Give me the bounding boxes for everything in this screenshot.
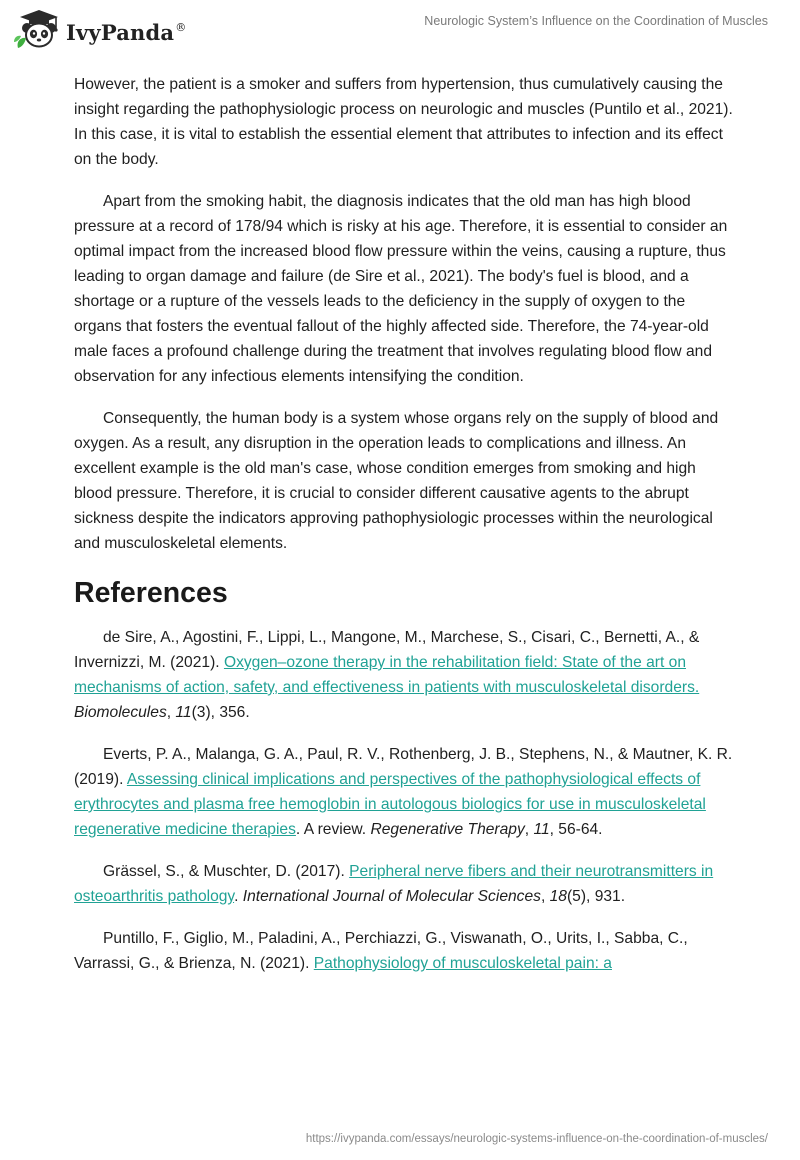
reference-after-title: .: [234, 888, 243, 905]
brand-text: IvyPanda: [66, 19, 175, 45]
paragraph-3: Consequently, the human body is a system whose organs rely on the supply of blood and oxygen. As a result, any disruption in the operation leads to complications and illness. An excellent example is the old man's case, whose condition emerges from smoking and high blood pressure. Therefore, it is crucial to consider different causative agents to the abrupt sickness despite the indicators approving pathophysiologic processes within the neurological and musculoskeletal elements.: [74, 410, 719, 552]
reference-rest: (5), 931.: [566, 888, 626, 905]
reference-authors: de Sire, A., Agostini, F., Lippi, L., Mangone, M., Marchese, S., Cisari, C., Bernetti, A., & Invernizzi, M. (2021).: [74, 629, 700, 671]
reference-title-link[interactable]: Oxygen–ozone therapy in the rehabilitation field: State of the art on mechanisms of action, safety, and effectiveness in patients with musculoskeletal disorders.: [74, 654, 700, 696]
reference-authors: Everts, P. A., Malanga, G. A., Paul, R. V., Rothenberg, J. B., Stephens, N., & Mautner, K. R. (2019).: [74, 746, 733, 788]
reference-sep: ,: [524, 821, 534, 838]
reference-volume: 11: [533, 821, 550, 838]
reference-journal: Regenerative Therapy: [370, 821, 525, 838]
page-header: [0, 0, 800, 60]
reference-after-title: . A review.: [295, 821, 371, 838]
references-heading: References: [74, 577, 228, 609]
ivypanda-logo[interactable]: [12, 8, 186, 50]
reference-item: [74, 859, 734, 909]
reference-journal: Biomolecules: [74, 704, 167, 721]
reference-item: [74, 742, 734, 842]
source-url[interactable]: https://ivypanda.com/essays/neurologic-systems-influence-on-the-coordination-of-muscles/: [305, 1133, 768, 1145]
reference-item: [74, 926, 734, 976]
reference-title-link[interactable]: Peripheral nerve fibers and their neurotransmitters in osteoarthritis pathology: [74, 863, 714, 905]
brand-name: [66, 20, 186, 45]
reference-sep: ,: [166, 704, 176, 721]
reference-authors: Grässel, S., & Muschter, D. (2017).: [103, 863, 350, 880]
reference-title-link[interactable]: Assessing clinical implications and perspectives of the pathophysiological effects of erythrocytes and plasma free hemoglobin in autologous biologics for use in musculoskeletal regenerative medicine therapies: [74, 771, 706, 838]
reference-rest: (3), 356.: [191, 704, 250, 721]
reference-volume: 11: [175, 704, 192, 721]
paragraph-2: Apart from the smoking habit, the diagnosis indicates that the old man has high blood pressure at a record of 178/94 which is risky at his age. Therefore, it is essential to consider an optimal impact from the increased blood flow pressure within the veins, causing a rupture, thus leading to organ damage and failure (de Sire et al., 2021). The body's fuel is blood, and a shortage or a rupture of the vessels leads to the deficiency in the supply of oxygen to the organs that fosters the eventual fallout of the highly affected side. Therefore, the 74-year-old male faces a profound challenge during the treatment that involves regulating blood flow and observation for any infectious elements intensifying the condition.: [74, 193, 728, 385]
paragraph-1: However, the patient is a smoker and suffers from hypertension, thus cumulatively causing the insight regarding the pathophysiologic process on neurologic and muscles (Puntilo et al., 2021). In this case, it is vital to establish the essential element that attributes to infection and its effect on the body.: [74, 76, 733, 168]
reference-rest: , 56-64.: [549, 821, 603, 838]
panda-graduate-icon: [12, 8, 62, 50]
reference-authors: Puntillo, F., Giglio, M., Paladini, A., Perchiazzi, G., Viswanath, O., Urits, I., Sabba, C., Varrassi, G., & Brienza, N. (2021).: [74, 930, 688, 972]
essay-content: [74, 72, 734, 993]
reference-journal: International Journal of Molecular Sciences: [242, 888, 541, 905]
reference-item: [74, 625, 734, 725]
registered-mark: ®: [175, 20, 187, 34]
document-title: Neurologic System’s Influence on the Coordination of Muscles: [424, 14, 768, 28]
reference-title-link[interactable]: Pathophysiology of musculoskeletal pain: a: [313, 955, 612, 972]
reference-volume: 18: [549, 888, 567, 905]
reference-sep: ,: [540, 888, 550, 905]
